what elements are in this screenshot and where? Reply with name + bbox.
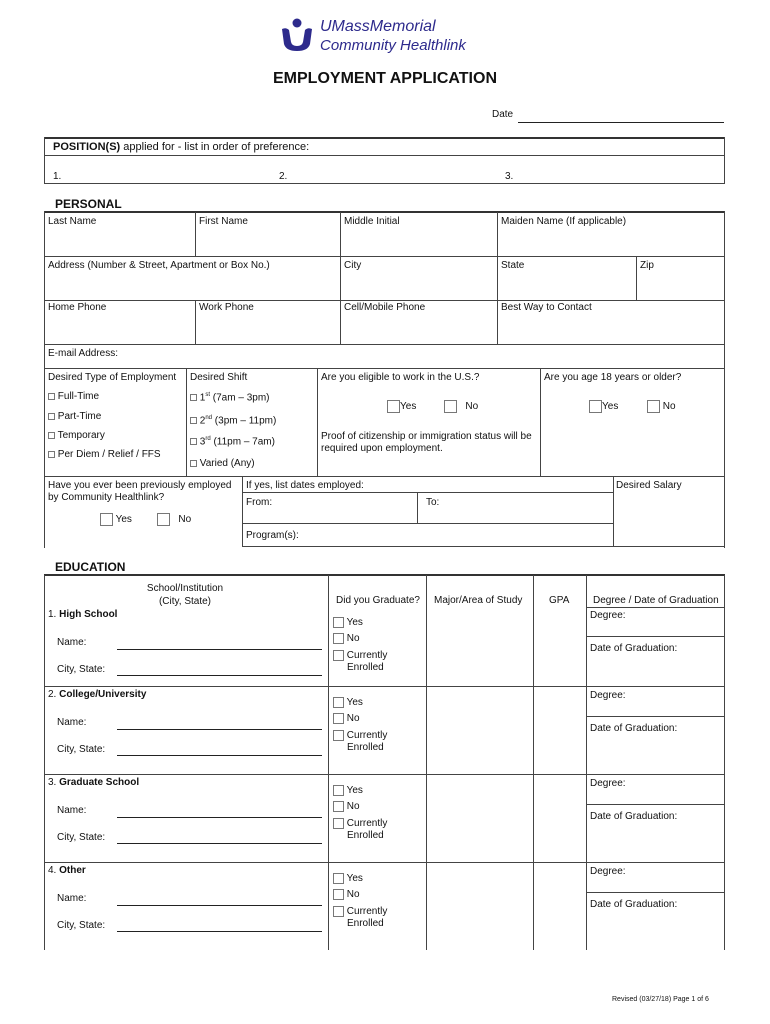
work-phone-field[interactable]: Work Phone: [199, 302, 254, 313]
best-way-field[interactable]: Best Way to Contact: [501, 302, 592, 313]
edu-grad-enrolled[interactable]: Currently Enrolled: [333, 650, 387, 674]
checkbox[interactable]: [48, 432, 55, 439]
edu-grad-date-field[interactable]: Date of Graduation:: [590, 643, 678, 654]
edu-name-label: Name:: [57, 637, 87, 648]
edu-row-title: 4. Other: [48, 865, 86, 876]
checkbox[interactable]: [333, 889, 344, 900]
col-gpa: GPA: [549, 595, 570, 606]
prev-yes[interactable]: Yes: [100, 513, 132, 526]
edu-grad-no[interactable]: No: [333, 801, 360, 812]
page-title: EMPLOYMENT APPLICATION: [273, 70, 497, 87]
maiden-name-field[interactable]: Maiden Name (If applicable): [501, 216, 627, 227]
col-degree: Degree / Date of Graduation: [593, 595, 719, 606]
edu-grad-date-field[interactable]: Date of Graduation:: [590, 723, 678, 734]
edu-grad-no[interactable]: No: [333, 713, 360, 724]
edu-name-label: Name:: [57, 717, 87, 728]
edu-degree-field[interactable]: Degree:: [590, 778, 626, 789]
position-heading: [53, 141, 309, 153]
edu-name-field[interactable]: [117, 649, 322, 650]
edu-grad-no[interactable]: No: [333, 633, 360, 644]
education-heading: EDUCATION: [55, 560, 126, 574]
checkbox[interactable]: [387, 400, 400, 413]
previously-employed-label: Have you ever been previously employed by Community Healthlink?: [48, 480, 232, 503]
col-graduate: Did you Graduate?: [336, 595, 420, 606]
position-2[interactable]: 2.: [279, 171, 288, 182]
email-field[interactable]: E-mail Address:: [48, 348, 119, 359]
age-label: Are you age 18 years or older?: [544, 372, 682, 383]
checkbox[interactable]: [333, 906, 344, 917]
edu-city-field[interactable]: [117, 931, 322, 932]
checkbox[interactable]: [48, 451, 55, 458]
logo-line1: UMassMemorial: [320, 18, 436, 35]
eligible-note: Proof of citizenship or immigration status will be required upon employment.: [321, 431, 532, 454]
checkbox[interactable]: [333, 633, 344, 644]
edu-row-title: 2. College/University: [48, 689, 147, 700]
checkbox[interactable]: [333, 713, 344, 724]
checkbox[interactable]: [333, 818, 344, 829]
edu-city-field[interactable]: [117, 755, 322, 756]
edu-grad-yes[interactable]: Yes: [333, 873, 363, 884]
checkbox[interactable]: [190, 417, 197, 424]
edu-grad-no[interactable]: No: [333, 889, 360, 900]
middle-initial-field[interactable]: Middle Initial: [344, 216, 400, 227]
edu-name-label: Name:: [57, 805, 87, 816]
date-field[interactable]: [518, 122, 724, 123]
col-school: School/Institution (City, State): [146, 583, 224, 607]
checkbox[interactable]: [157, 513, 170, 526]
zip-field[interactable]: Zip: [640, 260, 654, 271]
edu-name-field[interactable]: [117, 905, 322, 906]
edu-city-label: City, State:: [57, 920, 106, 931]
edu-row-title: 1. High School: [48, 609, 118, 620]
footer-text: Revised (03/27/18) Page 1 of 6: [612, 996, 709, 1003]
edu-city-label: City, State:: [57, 664, 106, 675]
prev-no[interactable]: No: [157, 513, 191, 526]
state-field[interactable]: State: [501, 260, 525, 271]
eligible-no[interactable]: No: [444, 400, 478, 413]
checkbox[interactable]: [444, 400, 457, 413]
edu-row-title: 3. Graduate School: [48, 777, 140, 788]
edu-city-field[interactable]: [117, 843, 322, 844]
edu-city-label: City, State:: [57, 744, 106, 755]
employment-type-label: Desired Type of Employment: [48, 372, 177, 383]
edu-degree-field[interactable]: Degree:: [590, 610, 626, 621]
position-3[interactable]: 3.: [505, 171, 514, 182]
position-heading-rest: applied for - list in order of preference:: [120, 141, 310, 153]
checkbox[interactable]: [333, 873, 344, 884]
logo: [280, 16, 480, 58]
edu-grad-date-field[interactable]: Date of Graduation:: [590, 899, 678, 910]
cell-phone-field[interactable]: Cell/Mobile Phone: [344, 302, 426, 313]
emp-type-parttime[interactable]: Part-Time: [48, 411, 101, 422]
shift-2[interactable]: 2nd (3pm – 11pm): [190, 415, 276, 426]
edu-name-field[interactable]: [117, 729, 322, 730]
logo-icon: [280, 18, 314, 52]
personal-heading: PERSONAL: [55, 197, 122, 211]
checkbox[interactable]: [333, 801, 344, 812]
address-field[interactable]: Address (Number & Street, Apartment or Box No.): [48, 260, 270, 271]
edu-grad-enrolled[interactable]: Currently Enrolled: [333, 906, 387, 930]
city-field[interactable]: City: [344, 260, 362, 271]
shift-1[interactable]: 1st (7am – 3pm): [190, 392, 269, 403]
edu-grad-yes[interactable]: Yes: [333, 697, 363, 708]
shift-label: Desired Shift: [190, 372, 248, 383]
shift-3[interactable]: 3rd (11pm – 7am): [190, 436, 275, 447]
checkbox[interactable]: [190, 394, 197, 401]
checkbox[interactable]: [48, 393, 55, 400]
edu-city-field[interactable]: [117, 675, 322, 676]
checkbox[interactable]: [333, 697, 344, 708]
desired-salary-field[interactable]: Desired Salary: [616, 480, 682, 491]
age-no[interactable]: No: [647, 400, 676, 413]
checkbox[interactable]: [190, 438, 197, 445]
date-label: Date: [492, 109, 514, 120]
logo-line2: Community Healthlink: [320, 37, 466, 54]
edu-city-label: City, State:: [57, 832, 106, 843]
edu-degree-field[interactable]: Degree:: [590, 866, 626, 877]
checkbox[interactable]: [333, 785, 344, 796]
last-name-field[interactable]: Last Name: [48, 216, 97, 227]
edu-grad-yes[interactable]: Yes: [333, 617, 363, 628]
checkbox[interactable]: [333, 617, 344, 628]
eligible-label: Are you eligible to work in the U.S.?: [321, 372, 480, 383]
emp-type-fulltime[interactable]: Full-Time: [48, 391, 99, 402]
position-1[interactable]: 1.: [53, 171, 62, 182]
emp-type-perdiem[interactable]: Per Diem / Relief / FFS: [48, 449, 161, 460]
checkbox[interactable]: [333, 730, 344, 741]
edu-grad-yes[interactable]: Yes: [333, 785, 363, 796]
from-field[interactable]: From:: [246, 497, 273, 508]
edu-degree-field[interactable]: Degree:: [590, 690, 626, 701]
col-major: Major/Area of Study: [434, 595, 523, 606]
edu-grad-enrolled[interactable]: Currently Enrolled: [333, 818, 387, 842]
checkbox[interactable]: [333, 650, 344, 661]
checkbox[interactable]: [190, 460, 197, 467]
shift-varied[interactable]: Varied (Any): [190, 458, 255, 469]
checkbox[interactable]: [647, 400, 660, 413]
checkbox[interactable]: [589, 400, 602, 413]
edu-name-label: Name:: [57, 893, 87, 904]
edu-grad-date-field[interactable]: Date of Graduation:: [590, 811, 678, 822]
eligible-yes[interactable]: Yes: [387, 400, 416, 413]
position-heading-bold: POSITION(S): [53, 141, 121, 153]
to-field[interactable]: To:: [426, 497, 440, 508]
emp-type-temporary[interactable]: Temporary: [48, 430, 105, 441]
edu-name-field[interactable]: [117, 817, 322, 818]
dates-label: If yes, list dates employed:: [246, 480, 364, 491]
checkbox[interactable]: [48, 413, 55, 420]
age-yes[interactable]: Yes: [589, 400, 618, 413]
first-name-field[interactable]: First Name: [199, 216, 248, 227]
checkbox[interactable]: [100, 513, 113, 526]
edu-grad-enrolled[interactable]: Currently Enrolled: [333, 730, 387, 754]
home-phone-field[interactable]: Home Phone: [48, 302, 107, 313]
programs-field[interactable]: Program(s):: [246, 530, 299, 541]
